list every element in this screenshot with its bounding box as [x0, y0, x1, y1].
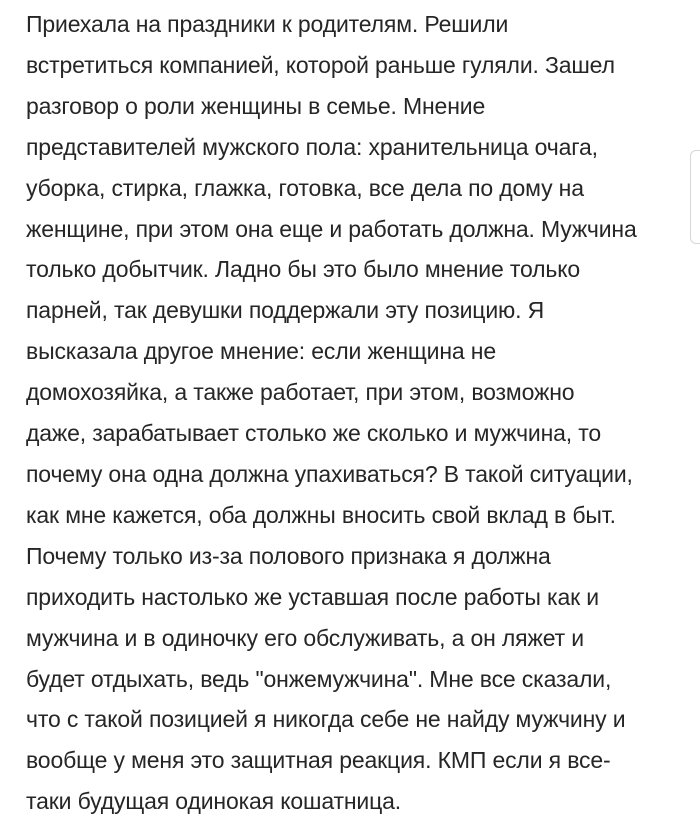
post-text-line: женщине, при этом она еще и работать должна. Мужчина — [26, 215, 637, 242]
post-text-line: представителей мужского пола: хранительница очага, — [26, 133, 598, 160]
scrollbar-thumb[interactable] — [690, 150, 700, 244]
post-text-line: даже, зарабатывает столько же сколько и мужчина, то — [26, 420, 602, 447]
post-text-line: Почему только из-за полового признака я должна — [26, 542, 551, 569]
post-text-line: таки будущая одинокая кошатница. — [26, 788, 401, 815]
post-text-line: что с такой позицией я никогда себе не найду мужчину и — [26, 706, 626, 733]
post-text-line: парней, так девушки поддержали эту позицию. Я — [26, 297, 545, 324]
post-text-line: только добытчик. Ладно бы это было мнение только — [26, 256, 581, 283]
post-text-line: уборка, стирка, глажка, готовка, все дела по дому на — [26, 174, 584, 201]
post-text-line: домохозяйка, а также работает, при этом, возможно — [26, 379, 575, 406]
post-text-line: будет отдыхать, ведь "онжемужчина". Мне все сказали, — [26, 665, 612, 692]
post-text-line: почему она одна должна упахиваться? В такой ситуации, — [26, 460, 633, 487]
post-text-line: встретиться компанией, которой раньше гуляли. Зашел — [26, 51, 615, 78]
post-text-line: приходить настолько же уставшая после работы как и — [26, 583, 599, 610]
post-text-line: вообще у меня это защитная реакция. КМП если я все- — [26, 747, 611, 774]
post-text-line: высказала другое мнение: если женщина не — [26, 338, 497, 365]
post-text-line: Приехала на праздники к родителям. Решили — [26, 11, 509, 37]
post-text-line: мужчина и в одиночку его обслуживать, а он ляжет и — [26, 624, 584, 651]
post-text-line: как мне кажется, оба должны вносить свой вклад в быт. — [26, 501, 616, 528]
post-text-line: разговор о роли женщины в семье. Мнение — [26, 92, 486, 119]
post-text — [26, 4, 700, 822]
